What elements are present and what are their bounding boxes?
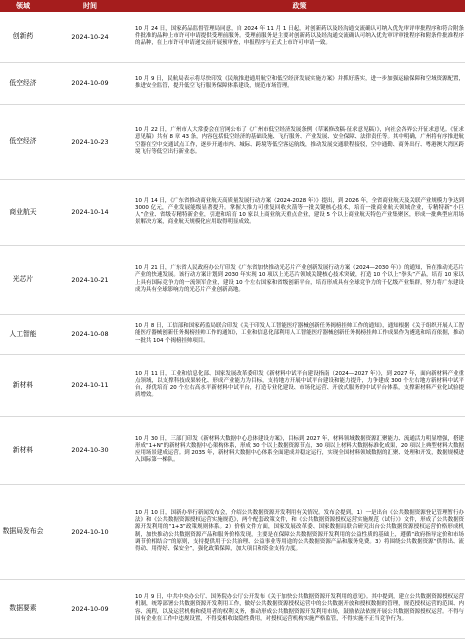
table-row [0, 484, 465, 579]
table-row [0, 179, 465, 245]
row-policy: 10 月 24 日，国家药品监督管理局同意，自 2024 年 11 月 1 日起，对创新药以及经沟通交流确认可纳入优先审评审批程序和符合附条件批准的品种上市许可申请提供受理前服务。受理前服务是主要对创新药以及经沟通交流确认可纳入优先审评审批程序和附条件批准程序的品种，在上市许可申请递交前开展预审查，申报程序与正式上市许可申请一致。 [134, 12, 465, 62]
row-domain: 低空经济 [0, 104, 46, 179]
table-row [0, 416, 465, 484]
row-date: 2024-10-21 [46, 245, 134, 314]
table-row [0, 62, 465, 104]
table-row [0, 104, 465, 179]
row-policy: 10 月 14 日，《广东省推动商业航天高质量发展行动方案（2024-2028 年）》提出，到 2026 年，全省商业航天及关联产业规模力争达到 3000 亿元，产业发展能级显著提升。掌握大推力可重复回收火箭等一批关键核心技术，培育一批商业航天领域企业，专精特新“小巨人”企业、省级专精特新企业，引进和培育 10 家以上商业航天重点企业，建设 5 个以上商业航天特色产业集聚区，形成一批典型应用场景解决方案，商业航天规模化应用取得明显成效。 [134, 179, 465, 245]
table-row [0, 579, 465, 638]
table-row [0, 354, 465, 416]
row-domain: 光芯片 [0, 245, 46, 314]
header-domain: 领域 [0, 0, 46, 12]
header-time: 时间 [46, 0, 134, 12]
row-date: 2024-10-09 [46, 579, 134, 638]
row-date: 2024-10-14 [46, 179, 134, 245]
header-policy: 政策 [134, 0, 465, 12]
row-date: 2024-10-11 [46, 354, 134, 416]
row-policy: 10 月 9 日，民航局表示将尽快印发《民航推进通用航空和低空经济发展实施方案》并抓好落实，进一步加强运输保障和空域资源配置，推进安全监管，提升低空飞行服务保障体系建设，规范市场管理。 [134, 62, 465, 104]
table-row [0, 245, 465, 314]
row-date: 2024-10-09 [46, 62, 134, 104]
row-domain: 新材料 [0, 416, 46, 484]
row-date: 2024-10-10 [46, 484, 134, 579]
row-policy: 10 月 22 日，广州市人大常委会在官网公布了《广州市低空经济发展条例（草案修改稿·征求意见稿）》，向社会各界公开征求意见。《征求意见稿》共有 8 章 43 条，内容包括低空经济的基础设施、飞行服务、产业发展、安全保障、法律责任等。其中明确，广州将有序推进航空器在空中交通试点工作，逐步开通市内、城际、跨境等低空客运航线，推动发展交通联程接驳，空中通勤、商务出行、粤港澳大湾区跨境飞行等低空出行新业态。 [134, 104, 465, 179]
row-date: 2024-10-08 [46, 314, 134, 354]
table-header-row [0, 0, 465, 12]
row-domain: 人工智能 [0, 314, 46, 354]
table-row [0, 314, 465, 354]
row-date: 2024-10-30 [46, 416, 134, 484]
row-domain: 商业航天 [0, 179, 46, 245]
row-domain: 新材料 [0, 354, 46, 416]
row-domain: 数据局发布会 [0, 484, 46, 579]
row-policy: 10 月 11 日，工业和信息化部、国家发展改革委印发《新材料中试平台建设指南（2024—2027 年）》，到 2027 年，面向新材料产业重点领域，以支撑科技成果转化、形成产业能力为目标，支持地方开展中试平台建设和能力提升，力争建成 300 个左右地方新材料中试平台，择优培育 20 个左右高水平新材料中试平台，打造专业化建设、市场化运营、开放式服务的中试平台体系，支撑新材料产业化试验提质增效。 [134, 354, 465, 416]
row-domain: 创新药 [0, 12, 46, 62]
row-policy: 10 月 10 日，国新办举行新闻发布会，介绍公共数据资源开发利用有关情况。发布会提到，1）一是出台《公共数据资源登记管理暂行办法》和《公共数据资源授权运营实施规范》，两个配套政策文件，和《公共数据资源授权运营实施规范（试行）》文件，形成了公共数据资源开发利用的“1+3”政策规则体系。2）价格文件方面，国家发展改革委、国家数据局联合研究出台公共数据资源授权运营价格形成机制，加快推动公共数据资源产品和服务价格发现，主要是在保障公共数据资源开发利用的公益性质的基础上，遵循“政府指导定价和市场调节价相结合”的原则，支持提供用于公共治理、公益事业等用途的公共数据资源产品和服务免费。3）将围绕公共数据资源“供得出、流得动、用得好、保安全”，强化政策保障，加大项目和资金支持力度。 [134, 484, 465, 579]
row-domain: 数据要素 [0, 579, 46, 638]
row-policy: 10 月 9 日，中共中央办公厅、国务院办公厅公开发布《关于加快公共数据资源开发利用的意见》。其中提到，建立公共数据资源授权运营机制，统筹部署公共数据资源开发利用工作，做好公共数据资源授权运营中的公共数据开放和授权数据的管理，规范授权运营的范围、内容、流程，以及运营机构和使用者的权利义务，推动形成公共数据资源开发利用市场，鼓励依法依规开展公共数据资源授权运营。不得与国有企业在工作中违规设置，不得变相收取隐性费用，对授权运营机构实施严格监管，不得实施不正当竞争行为。 [134, 579, 465, 638]
table-row [0, 12, 465, 62]
row-policy: 10 月 8 日，工信部和国家药监局联合印发《关于印发人工智能医疗器械创新任务揭榜挂帅工作的通知》，通知根据《关于组织开展人工智能医疗器械创新任务揭榜挂帅工作的通知》，工业和信息化部利用人工智能医疗器械创新任务揭榜挂帅工作成果作为遴选和培育依据，推动一批共 104 个揭榜挂帅项目。 [134, 314, 465, 354]
row-date: 2024-10-23 [46, 104, 134, 179]
row-policy: 10 月 30 日，三部门印发《新材料大数据中心总体建设方案》，目标到 2027 年，材料领域数据资源汇聚能力、流通活力明显增强，搭建形成“1+N”的新材料大数据中心架构体系，形成 30 个以上数据资源节点，30 项以上材料大数据标准化成果，20 项以上典型材料大数据应用场景建成运营。到 2035 年，新材料大数据中心体系全面建成并稳定运行，实现全国材料领域数据的汇聚、处理和开发，数据规模进入国际第一梯队。 [134, 416, 465, 484]
row-policy: 10 月 21 日，广东省人民政府办公厅印发《广东省加快推动光芯片产业创新发展行动方案（2024—2030 年）》的通知，旨在推动光芯片产业的快速发展。该行动方案计划到 2030 年实现 10 项以上光芯片领域关键核心技术突破，打造 10 个以上“拳头”产品，培育 10 家以上具有国际竞争力的一流领军企业，建设 10 个左右国家和省级创新平台，培育形成具有全球竞争力的千亿级产业集群，努力将广东建设成为具有全球影响力的光芯片产业创新高地。 [134, 245, 465, 314]
row-domain: 低空经济 [0, 62, 46, 104]
row-date: 2024-10-24 [46, 12, 134, 62]
